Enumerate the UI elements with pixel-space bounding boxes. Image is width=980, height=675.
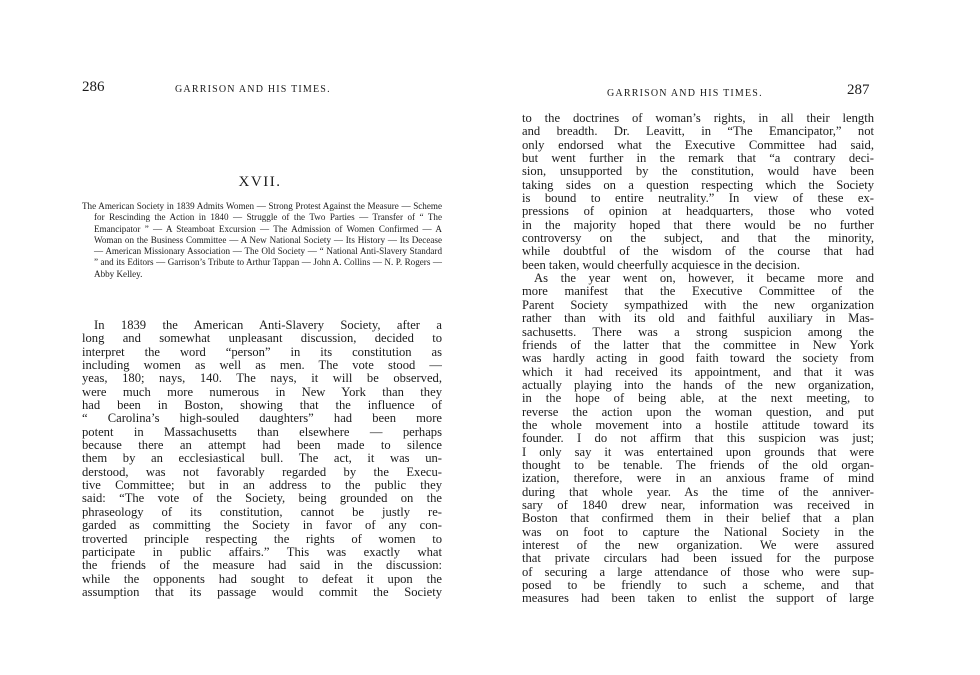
running-head: GARRISON AND HIS TIMES. [607,88,763,99]
text-line: measures had been taken to enlist the support of large [522,592,874,606]
text-line: which it had received its appointment, and that it was [522,365,874,379]
text-line: reverse the action upon the woman question, and put [522,405,874,419]
text-line: I only say it was entertained upon grounds that were [522,445,874,459]
running-head: GARRISON AND HIS TIMES. [175,84,331,95]
page-number: 286 [82,79,105,95]
body-text [82,319,442,599]
text-line: of securing a large attendance of those who were sup- [522,565,874,579]
text-line: assumption that its passage would commit the Society [82,585,442,599]
text-line: the friends of the measure had said in the discussion: [82,559,442,573]
text-line: had been in Boston, showing that the influence of [82,399,442,413]
text-line: in the majority hoped that there would be no further [522,218,874,232]
text-line: them by an ecclesiastical bull. The act, it was un- [82,452,442,466]
text-line: As the year went on, however, it became more and [534,272,874,286]
text-line: to the doctrines of woman’s rights, in all their length [522,112,874,125]
text-line: long and somewhat unpleasant discussion, decided to [82,332,442,346]
text-line: potent in Massachusetts than elsewhere — perhaps [82,425,442,439]
text-line: tive Committee; but in an address to the public they [82,479,442,493]
text-line: founder. I do not affirm that this suspicion was just; [522,432,874,446]
text-line: taking sides on a question respecting which the Society [522,178,874,192]
text-line: interpret the word “person” in its constitution as [82,345,442,359]
text-line: while doubtful of the wisdom of the course that had [522,245,874,259]
text-line: controversy on the subject, and that the minority, [522,232,874,246]
text-line: garded as committing the Society in favor of any con- [82,519,442,533]
text-line: yeas, 180; nays, 140. The nays, it will be observed, [82,372,442,386]
text-line: “ Carolina’s high-souled daughters” had been more [82,412,442,426]
text-line: during that whole year. As the time of the anniver- [522,485,874,499]
text-line: is bound to entire neutrality.” In view of these ex- [522,192,874,206]
right-page [490,0,980,675]
text-line: participate in public affairs.” This was exactly what [82,545,442,559]
text-line: derstood, was not favorably regarded by the Execu- [82,465,442,479]
text-line: while the opponents had sought to defeat it upon the [82,572,442,586]
text-line: that private circulars had been issued for the purpose [522,552,874,566]
text-line: were much more numerous in New York than they [82,385,442,399]
page-number: 287 [847,82,870,98]
text-line: troverted principle respecting the rights of women to [82,532,442,546]
text-line: sion, unsupported by the constitution, would have been [522,165,874,179]
text-line: thought to be tenable. The friends of the old organ- [522,458,874,472]
text-line: more manifest that the Executive Committee of the [522,285,874,299]
text-line: phraseology of its constitution, cannot be justly re- [82,505,442,519]
text-line: sachusetts. There was a strong suspicion among the [522,325,874,339]
text-line: because there an attempt had been made to silence [82,439,442,453]
synopsis-text: The American Society in 1839 Admits Women — Strong Protest Against the Measure — Scheme for Rescinding the Action in 1840 — Struggle of the Two Parties — Transfer of “ The Emancipator ” — A Steamboat Excursion — The Admission of Women Confirmed — A Woman on the Business Committee — A New National Society — Its History — Its Decease — American Missionary Association — The Old Society — “ National Anti-Slavery Standard ” and its Editors — Garrison’s Tribute to Arthur Tappan — John A. Collins — N. P. Rogers — Abby Kelley. [82,201,442,279]
text-line: pressions of opinion at headquarters, those who voted [522,205,874,219]
body-text [522,112,874,606]
chapter-synopsis [82,201,442,280]
text-line: sary of 1840 drew near, information was received in [522,498,874,512]
text-line: posed to be friendly to such a scheme, and that [522,579,874,593]
text-line: but went further in the remark that “a contrary deci- [522,152,874,166]
text-line: ization, therefore, were in an anxious frame of mind [522,472,874,486]
text-line: was on foot to capture the National Society in the [522,525,874,539]
text-line: friends of the latter that the committee in New York [522,338,874,352]
text-line: the whole movement into a hostile attitude toward its [522,418,874,432]
text-line: In 1839 the American Anti-Slavery Society, after a [94,319,442,332]
text-line: was hardly acting in good faith toward the society from [522,352,874,366]
text-line: including women as well as men. The vote stood — [82,359,442,373]
text-line: Parent Society sympathized with the new organization [522,298,874,312]
text-line: actually playing into the hands of the new organization, [522,378,874,392]
text-line: said: “The vote of the Society, being grounded on the [82,492,442,506]
text-line: interest of the new organization. We were assured [522,539,874,552]
text-line: in the hope of being able, at the next meeting, to [522,392,874,406]
text-line: been taken, would cheerfully acquiesce in the decision. [522,258,801,272]
text-line: and breadth. Dr. Leavitt, in “The Emancipator,” not [522,125,874,139]
text-line: rather than with its old and faithful auxiliary in Mas- [522,312,874,326]
chapter-heading: XVII. [238,174,282,190]
text-line: Boston that confirmed them in their belief that a plan [522,512,874,526]
text-line: only endorsed what the Executive Committee had said, [522,138,874,152]
